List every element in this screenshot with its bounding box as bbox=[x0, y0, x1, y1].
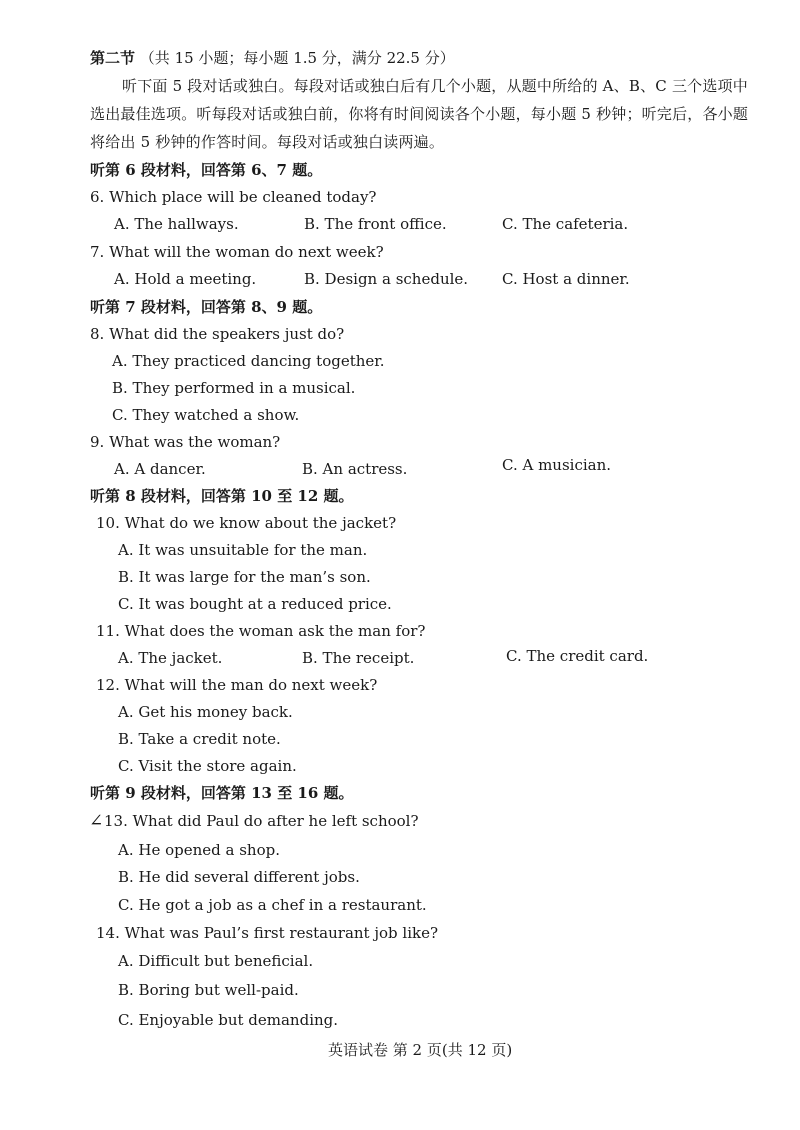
question-9-option-a: A. A dancer. bbox=[114, 460, 206, 478]
question-10-stem: 10. What do we know about the jacket? bbox=[96, 514, 397, 532]
passage-heading-7: 听第 7 段材料，回答第 8、9 题。 bbox=[90, 298, 323, 316]
question-11-option-c: C. The credit card. bbox=[506, 647, 649, 665]
question-6-option-c: C. The cafeteria. bbox=[502, 215, 629, 233]
section-title: 第二节 bbox=[90, 49, 136, 67]
question-8-stem: 8. What did the speakers just do? bbox=[90, 325, 345, 343]
passage-heading-9: 听第 9 段材料，回答第 13 至 16 题。 bbox=[90, 784, 354, 802]
question-14-option-c: C. Enjoyable but demanding. bbox=[118, 1011, 339, 1029]
question-12-option-b: B. Take a credit note. bbox=[118, 730, 281, 748]
question-13-stem: 13. What did Paul do after he left school? bbox=[104, 812, 419, 830]
passage-heading-8: 听第 8 段材料，回答第 10 至 12 题。 bbox=[90, 487, 354, 505]
question-7-option-a: A. Hold a meeting. bbox=[114, 270, 257, 288]
question-13-option-b: B. He did several different jobs. bbox=[118, 868, 360, 886]
section-header bbox=[90, 48, 455, 68]
section-score-note: （共 15 小题；每小题 1.5 分，满分 22.5 分） bbox=[139, 49, 455, 67]
question-6-stem: 6. Which place will be cleaned today? bbox=[90, 188, 377, 206]
question-7-option-b: B. Design a schedule. bbox=[304, 270, 469, 288]
question-12-option-a: A. Get his money back. bbox=[118, 703, 293, 721]
question-7-stem: 7. What will the woman do next week? bbox=[90, 243, 384, 261]
question-6-option-b: B. The front office. bbox=[304, 215, 447, 233]
question-12-option-c: C. Visit the store again. bbox=[118, 757, 297, 775]
question-11-option-a: A. The jacket. bbox=[118, 649, 223, 667]
question-8-option-b: B. They performed in a musical. bbox=[112, 379, 356, 397]
question-13-option-a: A. He opened a shop. bbox=[118, 841, 280, 859]
question-9-stem: 9. What was the woman? bbox=[90, 433, 281, 451]
instruction-line-3: 将给出 5 秒钟的作答时间。每段对话或独白读两遍。 bbox=[90, 133, 445, 151]
question-14-option-a: A. Difficult but beneficial. bbox=[118, 952, 314, 970]
question-13-option-c: C. He got a job as a chef in a restaurant. bbox=[118, 896, 427, 914]
question-14-option-b: B. Boring but well-paid. bbox=[118, 981, 299, 999]
instruction-line-1: 听下面 5 段对话或独白。每段对话或独白后有几个小题，从题中所给的 A、B、C 三个选项中 bbox=[122, 77, 748, 95]
instruction-line-2: 选出最佳选项。听每段对话或独白前，你将有时间阅读各个小题，每小题 5 秒钟；听完后，各小题 bbox=[90, 105, 749, 123]
question-12-stem: 12. What will the man do next week? bbox=[96, 676, 378, 694]
question-10-option-a: A. It was unsuitable for the man. bbox=[118, 541, 368, 559]
question-7-option-c: C. Host a dinner. bbox=[502, 270, 630, 288]
question-11-option-b: B. The receipt. bbox=[302, 649, 415, 667]
question-10-option-b: B. It was large for the man’s son. bbox=[118, 568, 371, 586]
question-8-option-a: A. They practiced dancing together. bbox=[112, 352, 385, 370]
question-6-option-a: A. The hallways. bbox=[114, 215, 239, 233]
question-8-option-c: C. They watched a show. bbox=[112, 406, 300, 424]
passage-heading-6: 听第 6 段材料，回答第 6、7 题。 bbox=[90, 161, 323, 179]
question-9-option-c: C. A musician. bbox=[502, 456, 612, 474]
question-14-stem: 14. What was Paul’s first restaurant job like? bbox=[96, 924, 439, 942]
handwritten-mark: ∠ bbox=[89, 811, 104, 831]
question-10-option-c: C. It was bought at a reduced price. bbox=[118, 595, 392, 613]
question-9-option-b: B. An actress. bbox=[302, 460, 408, 478]
question-11-stem: 11. What does the woman ask the man for? bbox=[96, 622, 426, 640]
page-footer: 英语试卷 第 2 页(共 12 页) bbox=[328, 1041, 513, 1059]
